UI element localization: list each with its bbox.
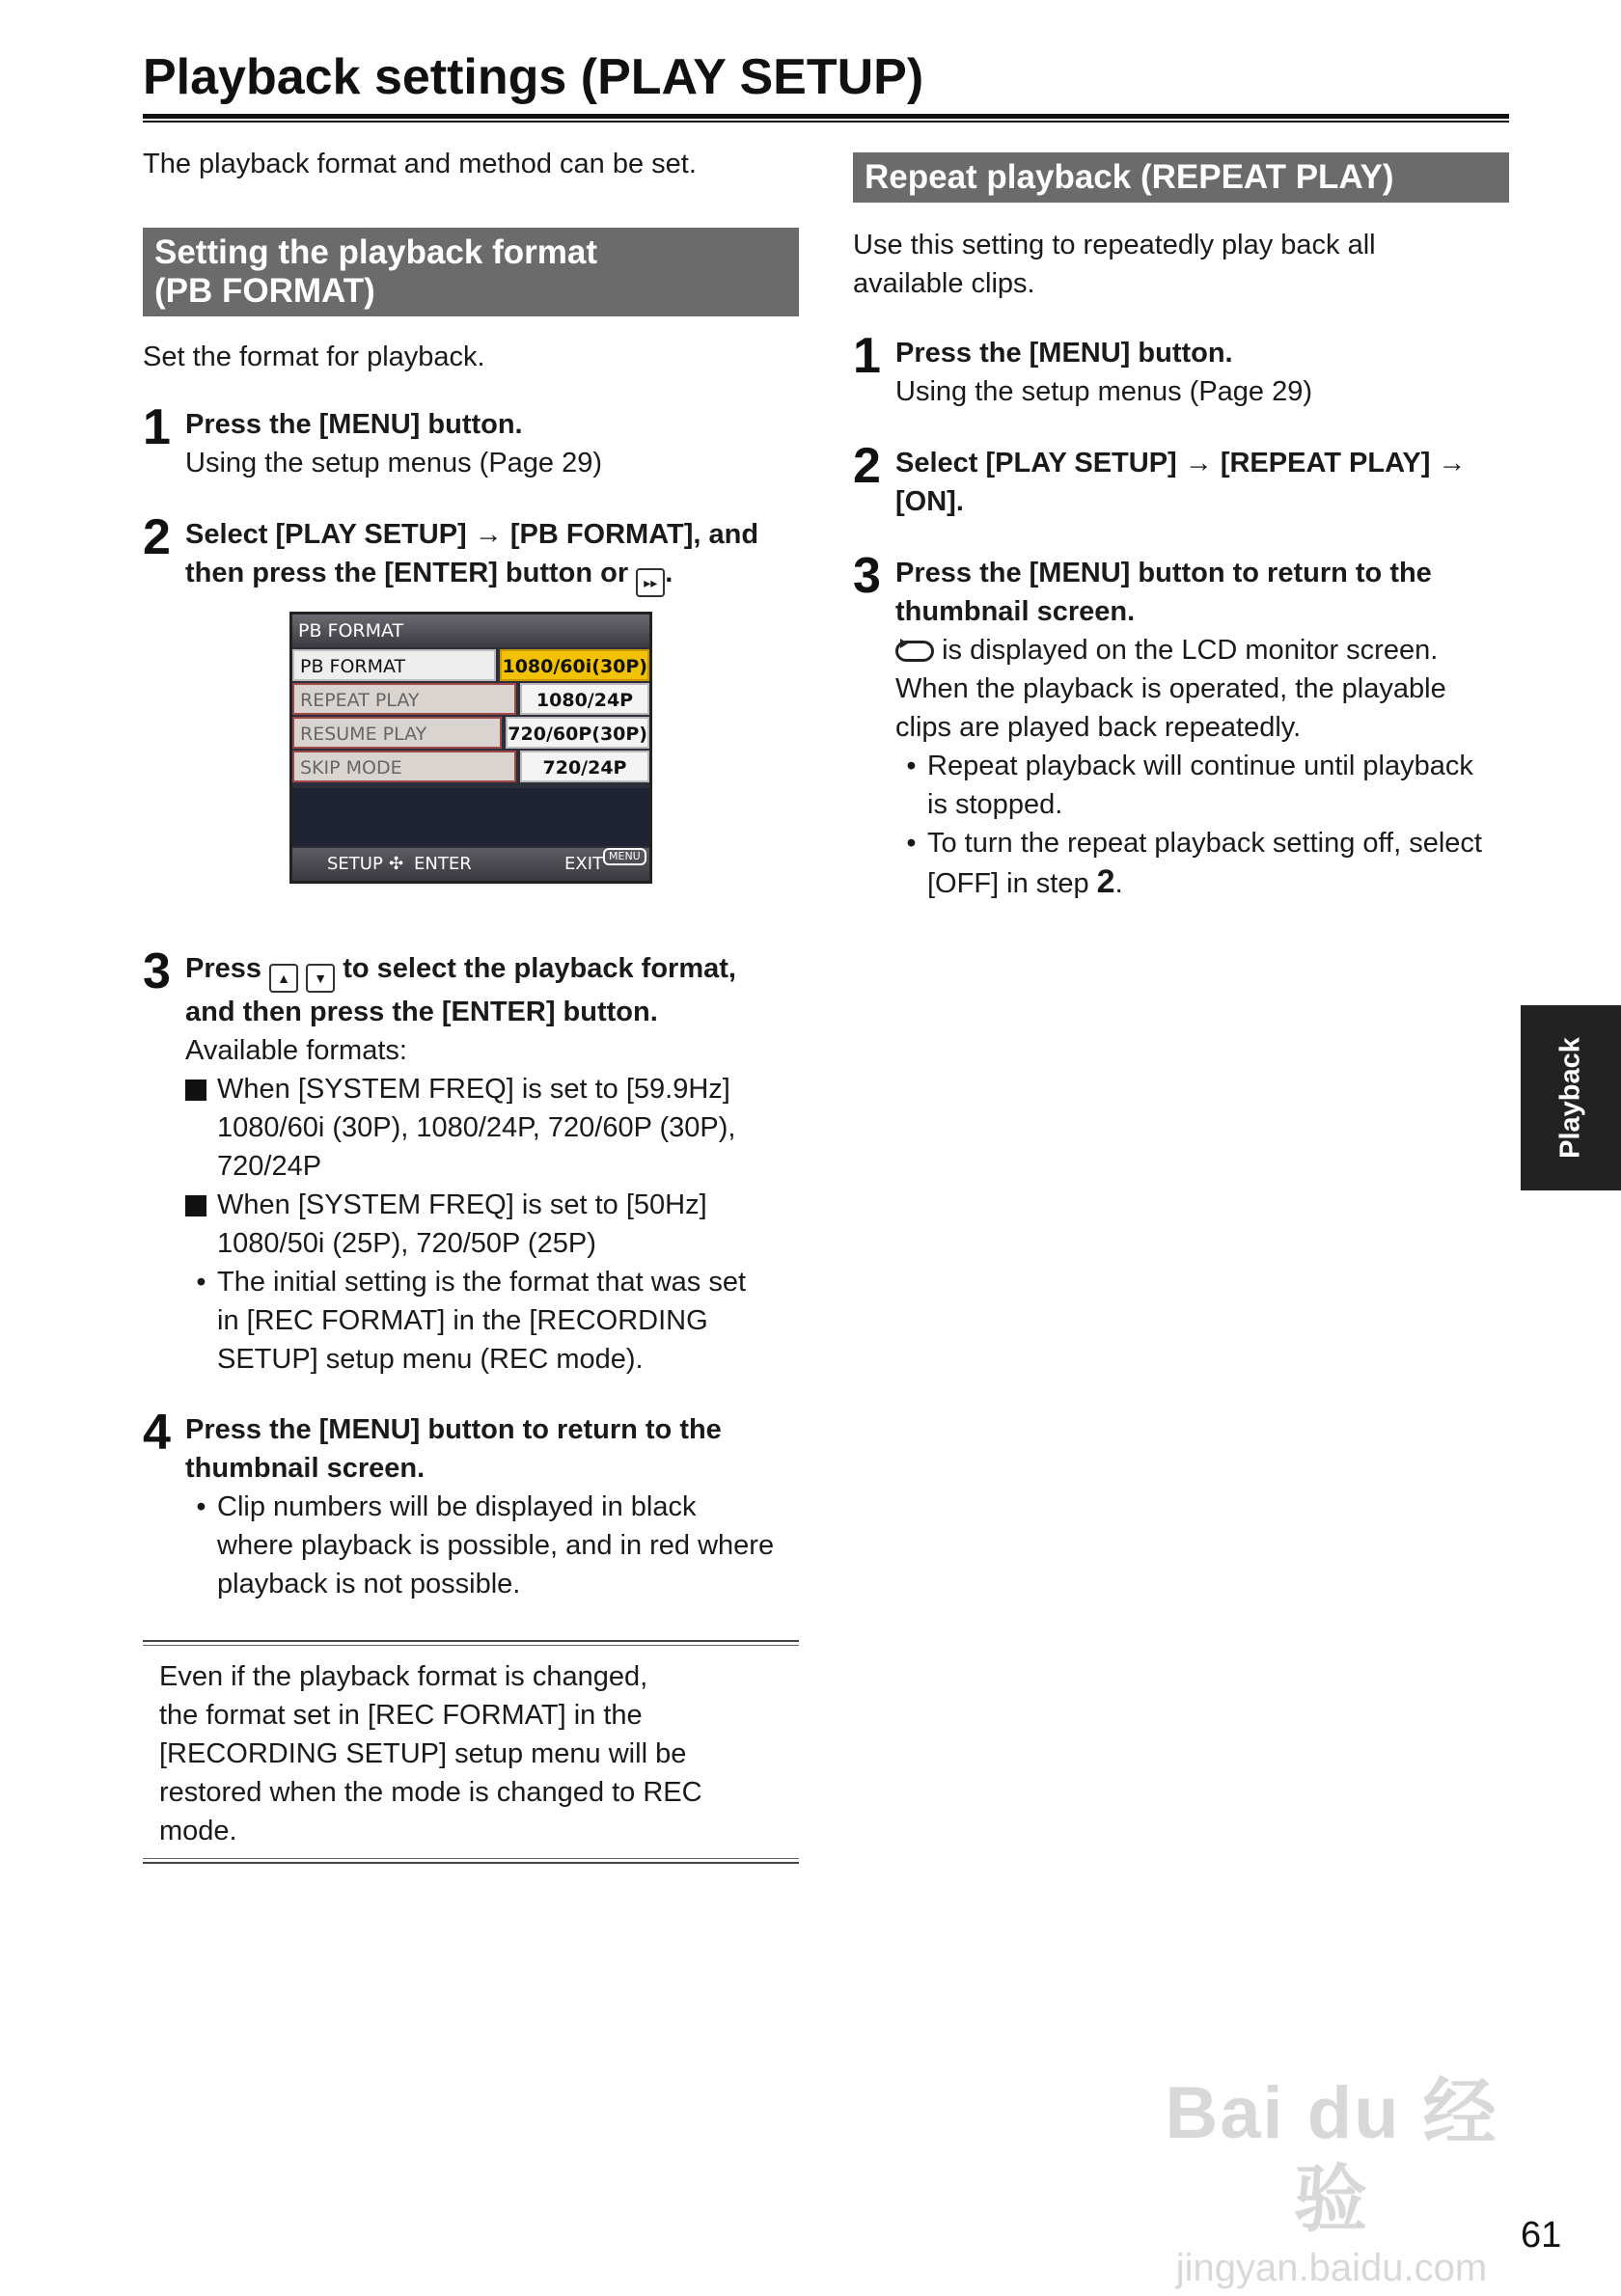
play-forward-icon: ▸▸: [636, 568, 665, 597]
step-title-press: Press: [185, 953, 262, 984]
step-4: [143, 1405, 799, 1603]
note-box: [159, 1657, 786, 1850]
step-text: Using the setup menus (Page 29): [895, 376, 1313, 407]
note-line: mode.: [159, 1816, 237, 1846]
available-formats-label: Available formats:: [185, 1035, 407, 1066]
step-text-line: [895, 631, 1509, 670]
step-title: Press the [MENU] button.: [185, 409, 523, 440]
lcd-menu-screenshot: [289, 612, 652, 884]
bullet-dot-icon: •: [906, 828, 917, 859]
lcd-row-label: SKIP MODE: [292, 751, 516, 782]
bullet-dot-icon: •: [196, 1267, 206, 1298]
format-group-line: 720/24P: [217, 1151, 322, 1182]
note-rule-bottom-thin: [143, 1858, 799, 1859]
up-play-pause-icon: ▲: [269, 964, 298, 993]
joystick-icon: ✣: [389, 854, 404, 874]
repeat-icon: [895, 641, 934, 662]
step-number: 2: [853, 438, 881, 494]
bullet-item: [185, 1263, 799, 1379]
step-text-line3: clips are played back repeatedly.: [895, 712, 1302, 743]
lcd-row-label: REPEAT PLAY: [292, 683, 516, 715]
repeat-step-2: [853, 438, 1509, 521]
bullet-line: The initial setting is the format that was set: [217, 1267, 747, 1298]
step-title-end: .: [665, 558, 673, 588]
step-1: [143, 399, 799, 482]
page-title: Playback settings (PLAY SETUP): [143, 49, 924, 105]
watermark-url: jingyan.baidu.com: [1175, 2247, 1488, 2289]
step-3: [143, 943, 799, 1379]
format-group-50hz: [185, 1186, 799, 1263]
note-line: [RECORDING SETUP] setup menu will be: [159, 1738, 687, 1769]
step-number: 2: [143, 509, 171, 565]
lcd-footer-setup: SETUP: [327, 854, 383, 874]
format-group-60hz: [185, 1070, 799, 1186]
step-2: [143, 509, 799, 597]
lcd-row: [292, 649, 649, 681]
bullet-line-with-step: [927, 862, 1482, 903]
step-title: Press the [MENU] button.: [895, 338, 1233, 369]
bullet-line: [OFF] in step: [927, 868, 1089, 899]
lcd-row: [292, 683, 649, 715]
watermark-logo: [1148, 2070, 1515, 2289]
step-text-line2: When the playback is operated, the playable: [895, 673, 1446, 704]
format-group-line: When [SYSTEM FREQ] is set to [59.9Hz]: [217, 1074, 730, 1105]
step-text: Using the setup menus (Page 29): [185, 448, 603, 478]
step-title-line2: [185, 554, 799, 597]
note-line: the format set in [REC FORMAT] in the: [159, 1700, 643, 1731]
step-number: 1: [853, 328, 881, 384]
step-number: 3: [143, 943, 171, 999]
note-line: Even if the playback format is changed,: [159, 1661, 648, 1692]
lcd-row-label: RESUME PLAY: [292, 717, 502, 749]
step-title-line2: [ON].: [895, 486, 964, 517]
square-bullet-icon: [185, 1186, 217, 1263]
bullet-line: SETUP] setup menu (REC mode).: [217, 1344, 644, 1375]
bullet-item: [185, 1488, 799, 1603]
bullet-line: playback is not possible.: [217, 1569, 521, 1599]
lcd-row-value-selected: 1080/60i(30P): [500, 649, 649, 681]
repeat-step-1: [853, 328, 1509, 411]
bullet-end: .: [1114, 868, 1123, 899]
lcd-row-value: 720/60P(30P): [506, 717, 649, 749]
bullet-line: To turn the repeat playback setting off, select: [927, 828, 1482, 859]
bullet-line: is stopped.: [927, 789, 1063, 820]
step-title-line2: and then press the [ENTER] button.: [185, 997, 658, 1027]
lcd-header: PB FORMAT: [292, 615, 649, 647]
side-tab-playback: [1521, 1005, 1621, 1190]
square-bullet-icon: [185, 1070, 217, 1186]
format-group-line: 1080/50i (25P), 720/50P (25P): [217, 1228, 596, 1259]
step-title-line2: thumbnail screen.: [185, 1453, 426, 1484]
lcd-row: [292, 717, 649, 749]
lcd-footer-enter: ENTER: [414, 854, 472, 874]
lcd-footer-exit: EXIT: [564, 854, 604, 874]
lcd-row-label: PB FORMAT: [292, 649, 496, 681]
section-header-pb-format: [143, 228, 799, 316]
step-title-line2: thumbnail screen.: [895, 596, 1136, 627]
step-title-line1: Select [PLAY SETUP] → [PB FORMAT], and: [185, 519, 759, 550]
step-number: 3: [853, 548, 881, 604]
title-rule-thin: [143, 121, 1509, 123]
step-title-rest: to select the playback format,: [343, 953, 736, 984]
step-title-line1: Press the [MENU] button to return to the: [895, 558, 1432, 588]
lcd-row: [292, 751, 649, 782]
lcd-row-value: 720/24P: [520, 751, 649, 782]
bullet-item: [895, 747, 1509, 824]
down-stop-icon: ▼: [306, 964, 335, 993]
menu-key-icon: MENU: [603, 848, 646, 865]
step-title-line1: Select [PLAY SETUP] → [REPEAT PLAY] →: [895, 448, 1467, 478]
repeat-intro: [853, 226, 1509, 303]
page-number: 61: [1521, 2215, 1562, 2255]
repeat-step-3: [853, 548, 1509, 903]
step-number: 1: [143, 399, 171, 455]
format-group-line: 1080/60i (30P), 1080/24P, 720/60P (30P),: [217, 1112, 736, 1143]
format-group-line: When [SYSTEM FREQ] is set to [50Hz]: [217, 1189, 707, 1220]
note-rule-top: [143, 1640, 799, 1642]
bullet-line: in [REC FORMAT] in the [RECORDING: [217, 1305, 708, 1336]
side-tab-label: Playback: [1554, 1037, 1586, 1159]
note-rule-bottom: [143, 1862, 799, 1864]
watermark-text: Bai du 经验: [1165, 2072, 1498, 2241]
section-header-repeat-play: Repeat playback (REPEAT PLAY): [853, 152, 1509, 203]
step-title-line1: Press the [MENU] button to return to the: [185, 1414, 722, 1445]
bullet-dot-icon: •: [196, 1491, 206, 1522]
bullet-dot-icon: •: [906, 751, 917, 781]
section-header-line2: (PB FORMAT): [154, 272, 375, 310]
lcd-footer: [292, 848, 649, 881]
bullet-line: Repeat playback will continue until playback: [927, 751, 1473, 781]
lcd-row-value: 1080/24P: [520, 683, 649, 715]
step-text-line1: is displayed on the LCD monitor screen.: [942, 635, 1439, 666]
bullet-line: Clip numbers will be displayed in black: [217, 1491, 697, 1522]
intro-text: The playback format and method can be set.: [143, 149, 697, 179]
bullet-line: where playback is possible, and in red where: [217, 1530, 775, 1561]
section-header-line1: Setting the playback format: [154, 233, 597, 271]
repeat-intro-line: Use this setting to repeatedly play back all: [853, 230, 1376, 260]
lcd-background-image: [292, 788, 649, 846]
note-line: restored when the mode is changed to REC: [159, 1777, 702, 1808]
step-title-line2-text: then press the [ENTER] button or: [185, 558, 629, 588]
repeat-intro-line: available clips.: [853, 268, 1035, 299]
step-number: 4: [143, 1405, 171, 1461]
step-title-line1: [185, 949, 799, 993]
step-reference: 2: [1096, 863, 1115, 900]
title-rule: [143, 114, 1509, 119]
note-rule-top-thin: [143, 1645, 799, 1646]
bullet-item: [895, 824, 1509, 903]
section-intro: Set the format for playback.: [143, 342, 485, 372]
